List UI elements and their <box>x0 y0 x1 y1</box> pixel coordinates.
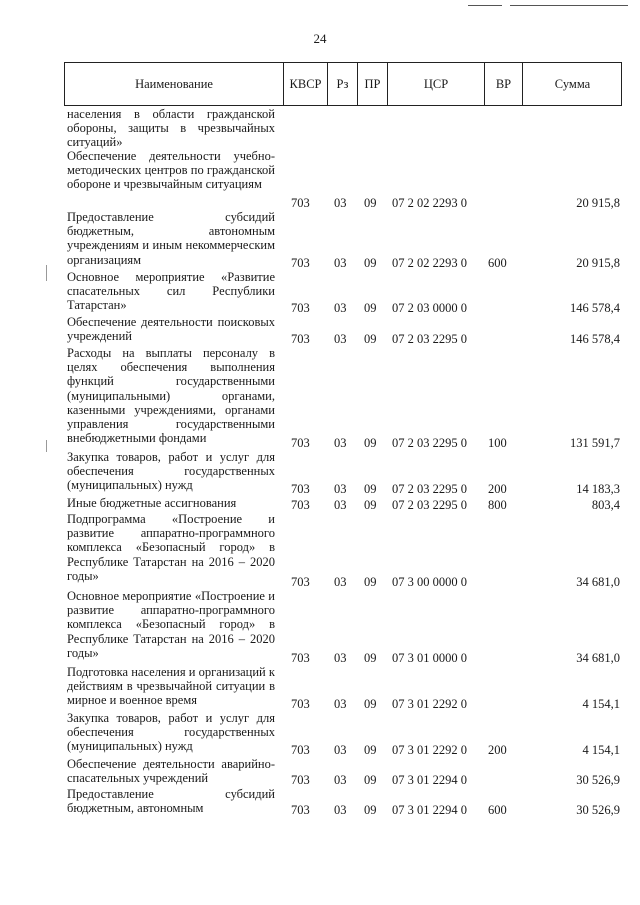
row-csr: 07 2 03 2295 0 <box>392 497 467 512</box>
row-name: Обеспечение деятельности поисковых учреждений <box>67 315 275 344</box>
row-kvsr: 703 <box>291 696 310 711</box>
row-kvsr: 703 <box>291 650 310 665</box>
table-row <box>0 757 640 787</box>
row-sum: 34 681,0 <box>576 650 620 665</box>
row-csr: 07 2 03 2295 0 <box>392 481 467 496</box>
row-name: населения в области гражданской обороны, защиты в чрезвычайных ситуаций» <box>67 107 275 150</box>
row-kvsr: 703 <box>291 772 310 787</box>
row-kvsr: 703 <box>291 742 310 757</box>
row-kvsr: 703 <box>291 481 310 496</box>
header-sum: Сумма <box>522 63 622 105</box>
row-csr: 07 3 01 2292 0 <box>392 696 467 711</box>
row-csr: 07 2 03 2295 0 <box>392 331 467 346</box>
row-csr: 07 2 03 2295 0 <box>392 435 467 450</box>
table-row <box>0 496 640 512</box>
row-pr: 09 <box>364 481 377 496</box>
row-pr: 09 <box>364 772 377 787</box>
header-name: Наименование <box>135 77 213 91</box>
row-pr: 09 <box>364 650 377 665</box>
row-vr: 200 <box>488 742 507 757</box>
row-name: Подпрограмма «Построение и развитие аппаратно-программного комплекса «Безопасный город» в Республике Татарстан на 2016 – 2020 годы» <box>67 512 275 583</box>
row-pr: 09 <box>364 195 377 210</box>
row-pr: 09 <box>364 574 377 589</box>
row-rz: 03 <box>334 331 347 346</box>
page-number: 24 <box>313 31 327 46</box>
row-rz: 03 <box>334 497 347 512</box>
row-name: Расходы на выплаты персоналу в целях обеспечения выполнения функций государственными (муниципальными) органами, казенными учреждениями, органами управления государственными внебюджетными фондами <box>67 346 275 446</box>
row-pr: 09 <box>364 255 377 270</box>
table-row <box>0 589 640 665</box>
table-row <box>0 346 640 450</box>
row-rz: 03 <box>334 650 347 665</box>
row-sum: 14 183,3 <box>576 481 620 496</box>
row-kvsr: 703 <box>291 255 310 270</box>
row-sum: 20 915,8 <box>576 255 620 270</box>
row-name: Закупка товаров, работ и услуг для обеспечения государственных (муниципальных) нужд <box>67 450 275 493</box>
header-pr: ПР <box>357 63 387 105</box>
row-csr: 07 3 01 2294 0 <box>392 772 467 787</box>
row-name: Иные бюджетные ассигнования <box>67 496 237 510</box>
header-vr: ВР <box>484 63 522 105</box>
table-row <box>0 450 640 496</box>
row-name: Основное мероприятие «Развитие спасательных сил Республики Татарстан» <box>67 270 275 313</box>
row-rz: 03 <box>334 574 347 589</box>
row-sum: 4 154,1 <box>582 696 620 711</box>
table-row <box>0 107 640 149</box>
row-pr: 09 <box>364 331 377 346</box>
row-csr: 07 2 03 0000 0 <box>392 300 467 315</box>
row-rz: 03 <box>334 802 347 817</box>
row-rz: 03 <box>334 772 347 787</box>
table-row <box>0 711 640 757</box>
table-row <box>0 787 640 817</box>
row-rz: 03 <box>334 696 347 711</box>
row-name: Закупка товаров, работ и услуг для обеспечения государственных (муниципальных) нужд <box>67 711 275 754</box>
row-csr: 07 3 01 0000 0 <box>392 650 467 665</box>
row-name: Подготовка населения и организаций к действиям в чрезвычайной ситуации в мирное и военное время <box>67 665 275 708</box>
table-row <box>0 512 640 589</box>
row-pr: 09 <box>364 497 377 512</box>
row-vr: 600 <box>488 255 507 270</box>
row-kvsr: 703 <box>291 497 310 512</box>
row-kvsr: 703 <box>291 195 310 210</box>
row-vr: 800 <box>488 497 507 512</box>
header-kvsr: КВСР <box>283 63 327 105</box>
row-sum: 803,4 <box>591 497 620 512</box>
row-name: Предоставление субсидий бюджетным, автономным <box>67 787 275 816</box>
row-csr: 07 2 02 2293 0 <box>392 255 467 270</box>
row-rz: 03 <box>334 195 347 210</box>
header-csr: ЦСР <box>387 63 484 105</box>
header-rz: Рз <box>327 63 357 105</box>
table-row <box>0 665 640 711</box>
row-pr: 09 <box>364 300 377 315</box>
row-pr: 09 <box>364 696 377 711</box>
row-vr: 600 <box>488 802 507 817</box>
top-rule <box>510 5 628 6</box>
table-body <box>0 107 640 817</box>
row-sum: 146 578,4 <box>570 300 620 315</box>
row-name: Предоставление субсидий бюджетным, автономным учреждениям и иным некоммерческим организациям <box>67 210 275 267</box>
row-kvsr: 703 <box>291 574 310 589</box>
row-rz: 03 <box>334 255 347 270</box>
row-kvsr: 703 <box>291 802 310 817</box>
row-sum: 20 915,8 <box>576 195 620 210</box>
row-vr: 100 <box>488 435 507 450</box>
row-csr: 07 3 01 2292 0 <box>392 742 467 757</box>
row-kvsr: 703 <box>291 435 310 450</box>
row-sum: 30 526,9 <box>576 772 620 787</box>
table-header <box>64 62 622 106</box>
table-row <box>0 149 640 210</box>
row-rz: 03 <box>334 742 347 757</box>
top-rule <box>468 5 502 6</box>
table-row <box>0 315 640 346</box>
row-csr: 07 2 02 2293 0 <box>392 195 467 210</box>
table-row <box>0 210 640 270</box>
row-kvsr: 703 <box>291 300 310 315</box>
row-name: Основное мероприятие «Построение и развитие аппаратно-программного комплекса «Безопасный город» в Республике Татарстан на 2016 – 2020 годы» <box>67 589 275 660</box>
row-name: Обеспечение деятельности аварийно-спасательных учреждений <box>67 757 275 786</box>
row-sum: 4 154,1 <box>582 742 620 757</box>
row-sum: 146 578,4 <box>570 331 620 346</box>
row-rz: 03 <box>334 300 347 315</box>
row-kvsr: 703 <box>291 331 310 346</box>
row-pr: 09 <box>364 435 377 450</box>
row-sum: 34 681,0 <box>576 574 620 589</box>
row-sum: 30 526,9 <box>576 802 620 817</box>
row-name: Обеспечение деятельности учебно-методических центров по гражданской обороне и чрезвычайным ситуациям <box>67 149 275 192</box>
row-rz: 03 <box>334 481 347 496</box>
row-csr: 07 3 00 0000 0 <box>392 574 467 589</box>
table-row <box>0 270 640 315</box>
row-pr: 09 <box>364 802 377 817</box>
row-csr: 07 3 01 2294 0 <box>392 802 467 817</box>
row-vr: 200 <box>488 481 507 496</box>
row-rz: 03 <box>334 435 347 450</box>
row-pr: 09 <box>364 742 377 757</box>
row-sum: 131 591,7 <box>570 435 620 450</box>
